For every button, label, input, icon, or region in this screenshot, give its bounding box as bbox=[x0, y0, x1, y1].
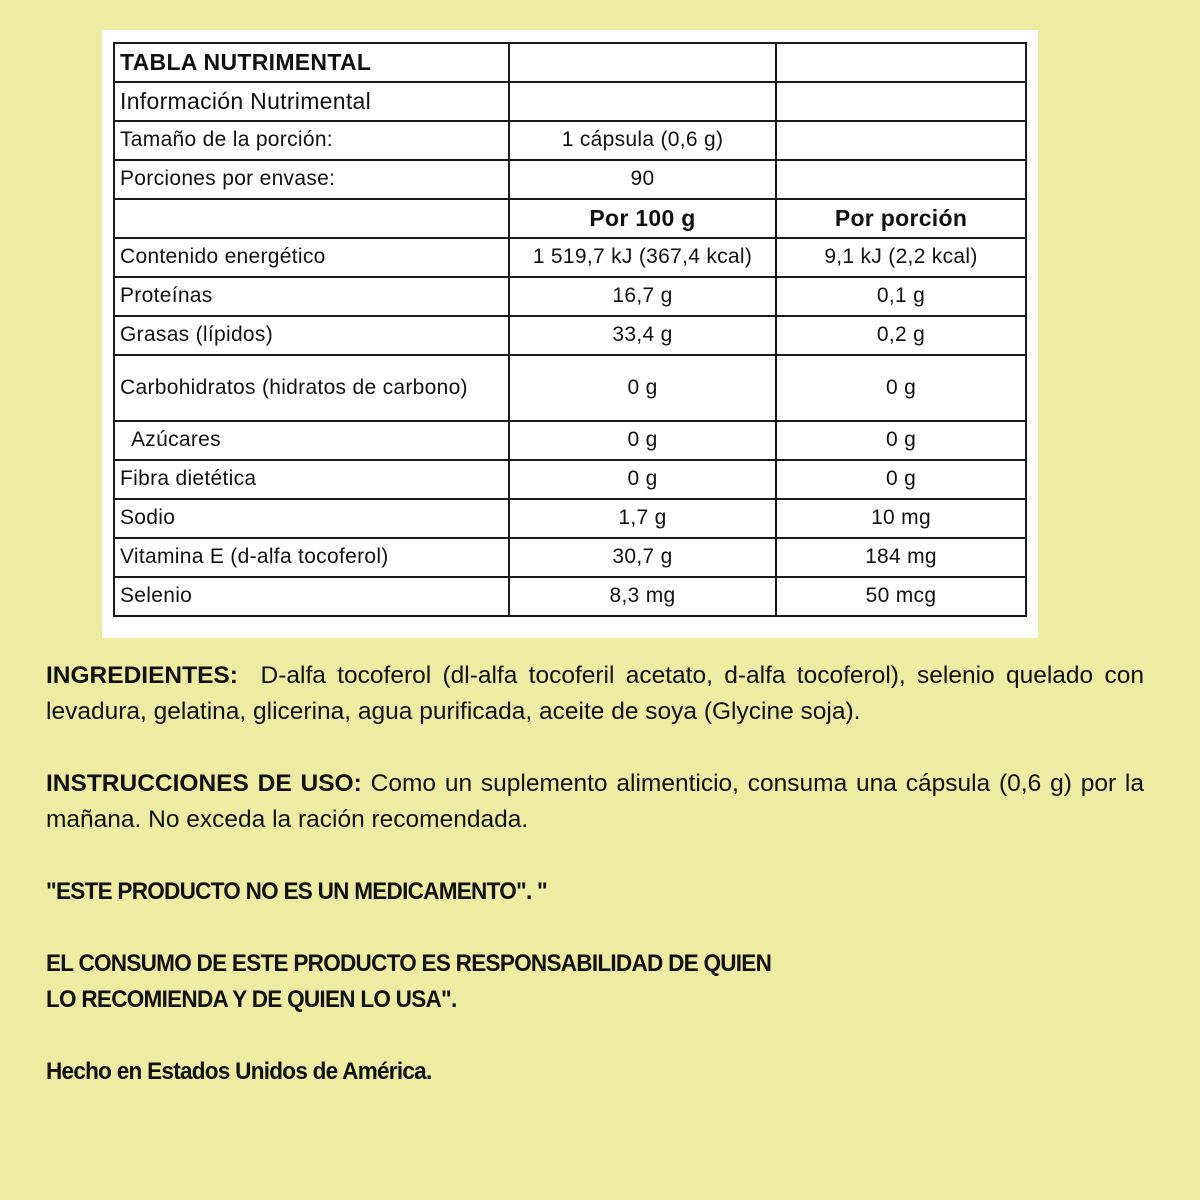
nutrient-perserving: 9,1 kJ (2,2 kcal) bbox=[776, 238, 1026, 277]
nutrition-table bbox=[113, 42, 1027, 617]
nutrient-label: Fibra dietética bbox=[114, 460, 509, 499]
empty-cell bbox=[776, 82, 1026, 121]
responsibility-warning-line1: EL CONSUMO DE ESTE PRODUCTO ES RESPONSABILIDAD DE QUIEN bbox=[46, 950, 772, 977]
country-of-origin: Hecho en Estados Unidos de América. bbox=[46, 1058, 432, 1085]
nutrient-label: Grasas (lípidos) bbox=[114, 316, 509, 355]
nutrient-perserving: 0,1 g bbox=[776, 277, 1026, 316]
nutrient-label: Selenio bbox=[114, 577, 509, 616]
serving-size-value: 1 cápsula (0,6 g) bbox=[509, 121, 776, 160]
instructions-text: Como un suplemento alimenticio, consuma una cápsula (0,6 g) por la mañana. No exceda la ración recomendada. bbox=[46, 770, 1145, 833]
table-title-row bbox=[114, 43, 1026, 82]
nutrient-label: Vitamina E (d-alfa tocoferol) bbox=[114, 538, 509, 577]
servings-label: Porciones por envase: bbox=[114, 160, 509, 199]
ingredients-paragraph bbox=[46, 658, 1144, 730]
nutrient-per100: 0 g bbox=[509, 421, 776, 460]
serving-size-row bbox=[114, 121, 1026, 160]
table-row bbox=[114, 238, 1026, 277]
nutrient-label: Contenido energético bbox=[114, 238, 509, 277]
table-subtitle-row bbox=[114, 82, 1026, 121]
nutrient-label: Proteínas bbox=[114, 277, 509, 316]
column-header-per100: Por 100 g bbox=[509, 199, 776, 238]
nutrient-perserving: 0 g bbox=[776, 460, 1026, 499]
empty-cell bbox=[509, 43, 776, 82]
table-row bbox=[114, 421, 1026, 460]
empty-cell bbox=[114, 199, 509, 238]
nutrient-perserving: 184 mg bbox=[776, 538, 1026, 577]
responsibility-warning-line2: LO RECOMIENDA Y DE QUIEN LO USA". bbox=[46, 986, 457, 1013]
servings-value: 90 bbox=[509, 160, 776, 199]
column-header-row bbox=[114, 199, 1026, 238]
table-row bbox=[114, 460, 1026, 499]
spacer bbox=[46, 730, 1144, 766]
table-subtitle: Información Nutrimental bbox=[114, 82, 509, 121]
ingredients-label: INGREDIENTES: bbox=[46, 662, 238, 689]
nutrient-label: Sodio bbox=[114, 499, 509, 538]
table-row bbox=[114, 277, 1026, 316]
nutrient-per100: 0 g bbox=[509, 355, 776, 421]
table-row bbox=[114, 499, 1026, 538]
servings-row bbox=[114, 160, 1026, 199]
column-header-perserving: Por porción bbox=[776, 199, 1026, 238]
nutrient-perserving: 0,2 g bbox=[776, 316, 1026, 355]
table-row bbox=[114, 316, 1026, 355]
nutrient-perserving: 0 g bbox=[776, 355, 1026, 421]
nutrition-panel bbox=[102, 30, 1038, 638]
empty-cell bbox=[776, 160, 1026, 199]
not-medicine-warning: "ESTE PRODUCTO NO ES UN MEDICAMENTO". " bbox=[46, 878, 547, 905]
nutrient-perserving: 10 mg bbox=[776, 499, 1026, 538]
empty-cell bbox=[509, 82, 776, 121]
serving-size-label: Tamaño de la porción: bbox=[114, 121, 509, 160]
ingredients-text: D-alfa tocoferol (dl-alfa tocoferil acetato, d-alfa tocoferol), selenio quelado con levadura, gelatina, glicerina, agua purificada, aceite de soya (Glycine soja). bbox=[46, 662, 1144, 725]
instructions-label: INSTRUCCIONES DE USO: bbox=[46, 770, 362, 797]
table-row bbox=[114, 355, 1026, 421]
table-title: TABLA NUTRIMENTAL bbox=[114, 43, 509, 82]
spacer bbox=[46, 910, 1144, 946]
instructions-paragraph bbox=[46, 766, 1144, 838]
table-row bbox=[114, 577, 1026, 616]
nutrient-perserving: 50 mcg bbox=[776, 577, 1026, 616]
spacer bbox=[46, 1018, 1144, 1054]
nutrient-label: Azúcares bbox=[114, 421, 509, 460]
nutrient-per100: 33,4 g bbox=[509, 316, 776, 355]
nutrient-per100: 30,7 g bbox=[509, 538, 776, 577]
empty-cell bbox=[776, 43, 1026, 82]
nutrient-per100: 8,3 mg bbox=[509, 577, 776, 616]
nutrient-per100: 1,7 g bbox=[509, 499, 776, 538]
nutrient-per100: 1 519,7 kJ (367,4 kcal) bbox=[509, 238, 776, 277]
empty-cell bbox=[776, 121, 1026, 160]
label-notes bbox=[46, 658, 1144, 1090]
nutrient-per100: 16,7 g bbox=[509, 277, 776, 316]
spacer bbox=[46, 838, 1144, 874]
nutrient-perserving: 0 g bbox=[776, 421, 1026, 460]
nutrient-per100: 0 g bbox=[509, 460, 776, 499]
table-row bbox=[114, 538, 1026, 577]
nutrient-label: Carbohidratos (hidratos de carbono) bbox=[114, 355, 509, 421]
